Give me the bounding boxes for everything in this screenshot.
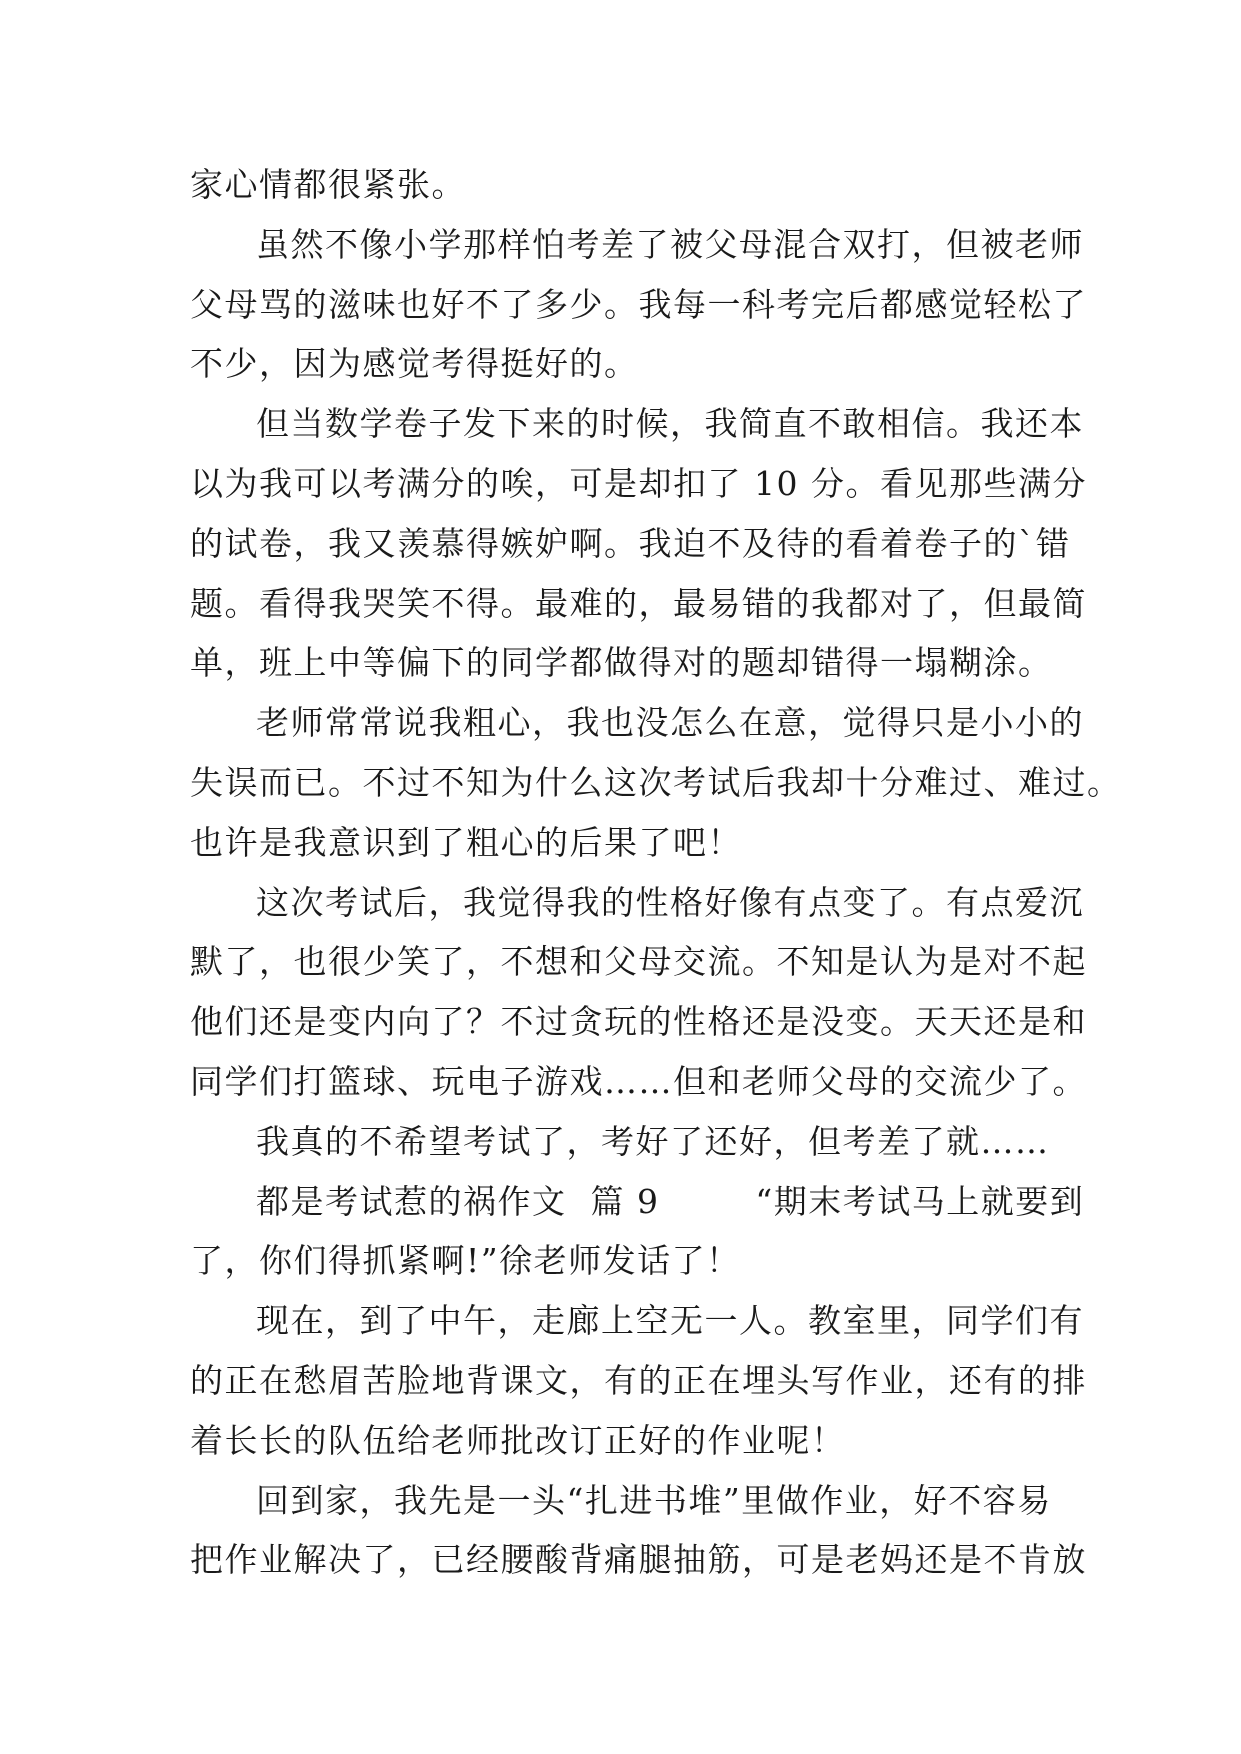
text-line: 的正在愁眉苦脸地背课文，有的正在埋头写作业，还有的排: [190, 1360, 1087, 1400]
text-line: 题。看得我哭笑不得。最难的，最易错的我都对了，但最简: [190, 583, 1087, 623]
text-line: 的试卷，我又羡慕得嫉妒啊。我迫不及待的看着卷子的`错: [190, 523, 1071, 563]
document-body: [190, 155, 1122, 1590]
text-line: 我真的不希望考试了，考好了还好，但考差了就……: [256, 1121, 1050, 1161]
text-line: 同学们打篮球、玩电子游戏……但和老师父母的交流少了。: [190, 1061, 1087, 1101]
text-line: 回到家，我先是一头“扎进书堆”里做作业，好不容易: [256, 1480, 1052, 1520]
text-line: 了，你们得抓紧啊!”徐老师发话了！: [190, 1241, 741, 1281]
text-line: 这次考试后，我觉得我的性格好像有点变了。有点爱沉: [256, 882, 1084, 922]
text-line: 单，班上中等偏下的同学都做得对的题却错得一塌糊涂。: [190, 643, 1053, 683]
text-line: 把作业解决了，已经腰酸背痛腿抽筋，可是老妈还是不肯放: [190, 1540, 1087, 1580]
text-line: 以为我可以考满分的唉，可是却扣了 10 分。看见那些满分: [190, 463, 1087, 503]
text-line: 都是考试惹的祸作文 篇 9 “期末考试马上就要到: [256, 1181, 1085, 1221]
text-line: 不少，因为感觉考得挺好的。: [190, 344, 639, 384]
text-line: 父母骂的滋味也好不了多少。我每一科考完后都感觉轻松了: [190, 284, 1087, 324]
text-line: 家心情都很紧张。: [190, 165, 466, 204]
text-line: 他们还是变内向了？不过贪玩的性格还是没变。天天还是和: [190, 1002, 1087, 1042]
text-line: 老师常常说我粗心，我也没怎么在意，觉得只是小小的: [256, 703, 1084, 743]
text-line: 着长长的队伍给老师批改订正好的作业呢！: [190, 1420, 846, 1460]
text-line: 虽然不像小学那样怕考差了被父母混合双打，但被老师: [256, 224, 1084, 264]
text-line: 也许是我意识到了粗心的后果了吧！: [190, 822, 742, 862]
text-line: 失误而已。不过不知为什么这次考试后我却十分难过、难过。: [190, 762, 1122, 802]
text-line: 现在，到了中午，走廊上空无一人。教室里，同学们有: [256, 1301, 1084, 1341]
text-line: 但当数学卷子发下来的时候，我简直不敢相信。我还本: [256, 404, 1084, 444]
text-line: 默了，也很少笑了，不想和父母交流。不知是认为是对不起: [190, 942, 1087, 982]
